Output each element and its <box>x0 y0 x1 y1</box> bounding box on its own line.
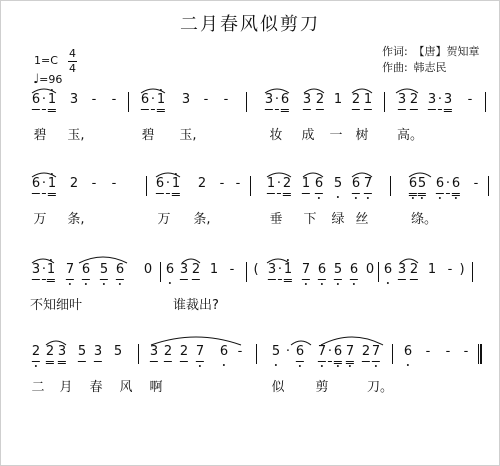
note: 6 <box>409 176 417 196</box>
note: 3 <box>398 92 406 110</box>
meter-bottom: 4 <box>69 62 76 75</box>
note: 2 <box>352 92 360 110</box>
dash: - <box>463 344 469 359</box>
note: 6 <box>315 176 323 194</box>
note: 7 <box>196 344 204 362</box>
lyricist-label: 作词: <box>382 45 408 58</box>
note: 6 <box>156 176 164 194</box>
score-row-3 <box>0 262 500 322</box>
note: 6 <box>436 176 444 194</box>
lyric: 垂 <box>269 212 283 227</box>
lyric: 碧 <box>33 128 47 143</box>
note: 2 <box>69 176 79 191</box>
dot: · <box>42 92 46 110</box>
dash: - <box>219 176 225 191</box>
lyric: 月 <box>59 380 73 395</box>
note: 1 <box>427 262 437 277</box>
lyric: 丝 <box>355 212 369 227</box>
bar-line <box>246 262 247 282</box>
dash: - <box>91 92 97 107</box>
note: 7 <box>66 262 74 280</box>
bar-line <box>384 92 385 112</box>
lyric: 万 <box>33 212 47 227</box>
dot: · <box>151 92 155 110</box>
lyric: 一 <box>329 128 343 143</box>
dash: - <box>111 176 117 191</box>
lyric: 风 <box>119 380 133 395</box>
key-signature: 1=C <box>34 54 58 67</box>
note: 2 <box>32 344 40 362</box>
quarter-note-icon: ♩ <box>33 72 40 87</box>
lyric: 刀。 <box>366 380 394 395</box>
note: 7 <box>346 344 354 364</box>
note: 2 <box>192 262 200 280</box>
dot: · <box>166 176 170 194</box>
note: 6 <box>116 262 124 280</box>
dash: - <box>473 176 479 191</box>
note: 5 <box>113 344 123 359</box>
lyricist-line <box>382 44 480 60</box>
note: 5 <box>334 262 342 280</box>
note: 6 <box>334 344 342 364</box>
lyric: 下 <box>303 212 317 227</box>
lyric: 绦。 <box>410 212 438 227</box>
dash: - <box>235 176 241 191</box>
lyric: 高。 <box>396 128 424 143</box>
note: 3 <box>181 92 191 107</box>
note: 2 <box>180 344 188 362</box>
meter-top: 4 <box>69 47 76 60</box>
note: 5 <box>271 344 281 359</box>
dash: - <box>447 262 453 277</box>
song-title: 二月春风似剪刀 <box>180 14 320 35</box>
note: 6 <box>165 262 175 277</box>
note: 1 <box>209 262 219 277</box>
note: 7 <box>364 176 372 194</box>
note: 6 <box>318 262 326 280</box>
note: 2 <box>46 344 54 364</box>
note: 3 <box>303 92 311 110</box>
lyric: 玉, <box>179 128 197 143</box>
note: 1 <box>172 176 180 196</box>
paren-close: ) <box>459 262 465 277</box>
note: 6 <box>350 262 358 280</box>
dot: · <box>438 92 442 110</box>
dash: - <box>237 344 243 359</box>
note: 3 <box>32 262 40 280</box>
note: 3 <box>180 262 188 280</box>
time-signature <box>68 48 77 75</box>
tempo-value: =96 <box>39 73 63 86</box>
dash: - <box>203 92 209 107</box>
bar-line <box>246 92 247 112</box>
note: 1 <box>333 92 343 107</box>
lyric: 二 <box>31 380 45 395</box>
dot: · <box>328 344 332 362</box>
lyric: 碧 <box>141 128 155 143</box>
lyric: 绿 <box>331 212 345 227</box>
note: 2 <box>316 92 324 110</box>
lyric: 妆 <box>269 128 283 143</box>
bar-line <box>485 92 486 112</box>
lyric: 万 <box>157 212 171 227</box>
lyric: 谁裁出? <box>173 298 219 313</box>
bar-line <box>160 262 161 282</box>
note: 5 <box>418 176 426 196</box>
note: 1 <box>267 176 275 194</box>
lyric: 成 <box>301 128 315 143</box>
note: 6 <box>141 92 149 110</box>
dash: - <box>111 92 117 107</box>
lyric: 树 <box>355 128 369 143</box>
dash: - <box>425 344 431 359</box>
note: 3 <box>428 92 436 110</box>
note: 6 <box>82 262 90 280</box>
lyric: 似 <box>271 380 285 395</box>
bar-line <box>128 92 129 112</box>
note: 7 <box>372 344 380 362</box>
dot: · <box>42 262 46 280</box>
rest: 0 <box>365 262 375 277</box>
note: 2 <box>197 176 207 191</box>
lyric: 玉, <box>67 128 85 143</box>
note: 5 <box>333 176 343 191</box>
lyric: 不知细叶 <box>29 298 83 313</box>
note: 6 <box>403 344 413 359</box>
score-row-1 <box>0 92 500 152</box>
note: 2 <box>410 92 418 110</box>
note: 5 <box>100 262 108 280</box>
score-row-4 <box>0 344 500 404</box>
note: 3 <box>150 344 158 362</box>
note: 6 <box>452 176 460 196</box>
note: 6 <box>281 92 289 112</box>
note: 7 <box>302 262 310 280</box>
note: 1 <box>48 92 56 112</box>
dot: · <box>285 344 291 359</box>
bar-line <box>472 262 473 282</box>
note: 3 <box>69 92 79 107</box>
note: 1 <box>302 176 310 194</box>
tempo-marking <box>33 72 62 87</box>
note: 3 <box>94 344 102 362</box>
note: 2 <box>164 344 172 362</box>
final-bar-line <box>478 344 482 364</box>
bar-line <box>250 176 251 196</box>
note: 3 <box>398 262 406 280</box>
note: 3 <box>58 344 66 364</box>
lyric: 条, <box>193 212 211 227</box>
note: 1 <box>284 262 292 282</box>
lyric: 剪 <box>315 380 329 395</box>
note: 7 <box>318 344 326 362</box>
note: 6 <box>296 344 304 362</box>
note: 3 <box>444 92 452 112</box>
paren-open: ( <box>253 262 259 277</box>
note: 3 <box>265 92 273 110</box>
note: 5 <box>78 344 86 362</box>
dash: - <box>91 176 97 191</box>
note: 6 <box>219 344 229 359</box>
dot: · <box>278 262 282 280</box>
note: 1 <box>157 92 165 112</box>
bar-line <box>392 344 393 364</box>
note: 6 <box>32 176 40 194</box>
note: 6 <box>352 176 360 194</box>
note: 6 <box>32 92 40 110</box>
composer-line <box>382 60 480 76</box>
dot: · <box>42 176 46 194</box>
dash: - <box>229 262 235 277</box>
bar-line <box>138 344 139 364</box>
note: 1 <box>47 262 55 282</box>
dash: - <box>467 92 473 107</box>
rest: 0 <box>143 262 153 277</box>
bar-line <box>390 176 391 196</box>
dot: · <box>277 176 281 194</box>
note: 2 <box>410 262 418 280</box>
dot: · <box>275 92 279 110</box>
lyric: 啊 <box>149 380 163 395</box>
dash: - <box>445 344 451 359</box>
dash: - <box>223 92 229 107</box>
composer-name: 韩志民 <box>413 61 447 74</box>
lyricist-name: 【唐】贺知章 <box>413 45 480 58</box>
bar-line <box>146 176 147 196</box>
note: 2 <box>362 344 370 362</box>
lyric: 春 <box>89 380 103 395</box>
note: 6 <box>383 262 393 277</box>
dot: · <box>446 176 450 194</box>
note: 1 <box>364 92 372 110</box>
bar-line <box>488 176 489 196</box>
composer-label: 作曲: <box>382 61 408 74</box>
note: 1 <box>48 176 56 196</box>
score-row-2 <box>0 176 500 236</box>
credits <box>382 44 480 76</box>
note: 3 <box>268 262 276 280</box>
lyric: 条, <box>67 212 85 227</box>
bar-line <box>378 262 379 282</box>
note: 2 <box>283 176 291 196</box>
bar-line <box>256 344 257 364</box>
